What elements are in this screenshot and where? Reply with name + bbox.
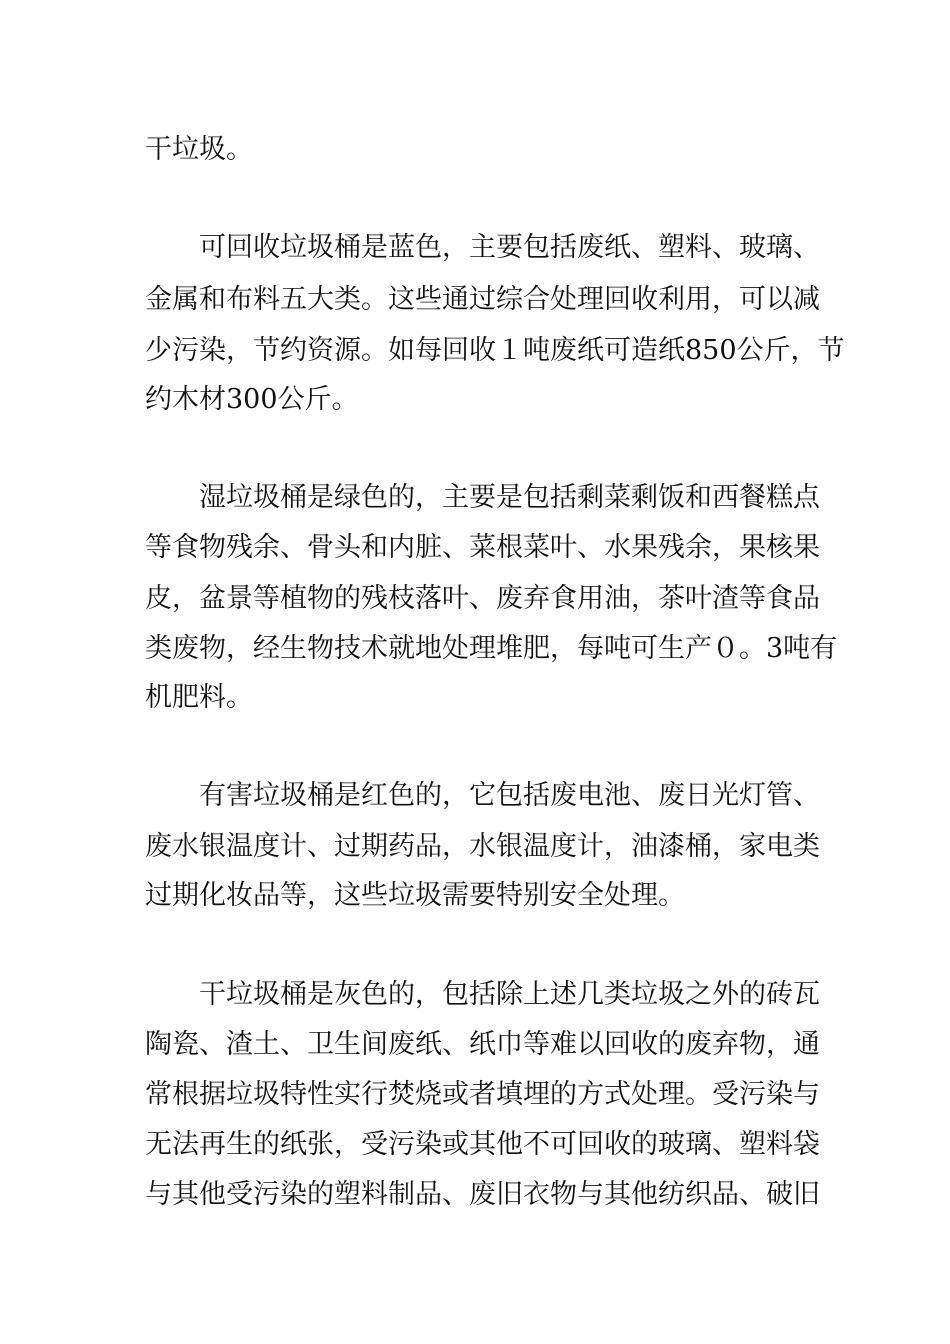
paragraph-line: 废水银温度计、过期药品，水银温度计，油漆桶，家电类 (145, 831, 820, 862)
paragraph-line: 干垃圾。 (145, 134, 253, 165)
paragraph-line: 类废物，经生物技术就地处理堆肥，每吨可生产０。3吨有 (145, 633, 838, 664)
paragraph-line: 干垃圾桶是灰色的，包括除上述几类垃圾之外的砖瓦 (199, 979, 820, 1010)
paragraph-line: 与其他受污染的塑料制品、废旧衣物与其他纺织品、破旧 (145, 1179, 820, 1210)
paragraph-line: 机肥料。 (145, 682, 253, 713)
paragraph-line: 可回收垃圾桶是蓝色，主要包括废纸、塑料、玻璃、 (199, 232, 820, 263)
paragraph-line: 常根据垃圾特性实行焚烧或者填埋的方式处理。受污染与 (145, 1079, 820, 1110)
paragraph-line: 湿垃圾桶是绿色的，主要是包括剩菜剩饭和西餐糕点 (199, 482, 820, 513)
paragraph-line: 少污染，节约资源。如每回收１吨废纸可造纸850公斤，节 (145, 335, 845, 366)
paragraph-line: 有害垃圾桶是红色的，它包括废电池、废日光灯管、 (199, 780, 820, 811)
paragraph-line: 无法再生的纸张，受污染或其他不可回收的玻璃、塑料袋 (145, 1129, 820, 1160)
paragraph-line: 过期化妆品等，这些垃圾需要特别安全处理。 (145, 880, 685, 911)
paragraph-line: 等食物残余、骨头和内脏、菜根菜叶、水果残余，果核果 (145, 532, 820, 563)
paragraph-line: 陶瓷、渣土、卫生间废纸、纸巾等难以回收的废弃物，通 (145, 1029, 820, 1060)
paragraph-line: 约木材300公斤。 (145, 384, 359, 415)
paragraph-line: 皮，盆景等植物的残枝落叶、废弃食用油，茶叶渣等食品 (145, 583, 820, 614)
paragraph-line: 金属和布料五大类。这些通过综合处理回收利用，可以减 (145, 284, 820, 315)
